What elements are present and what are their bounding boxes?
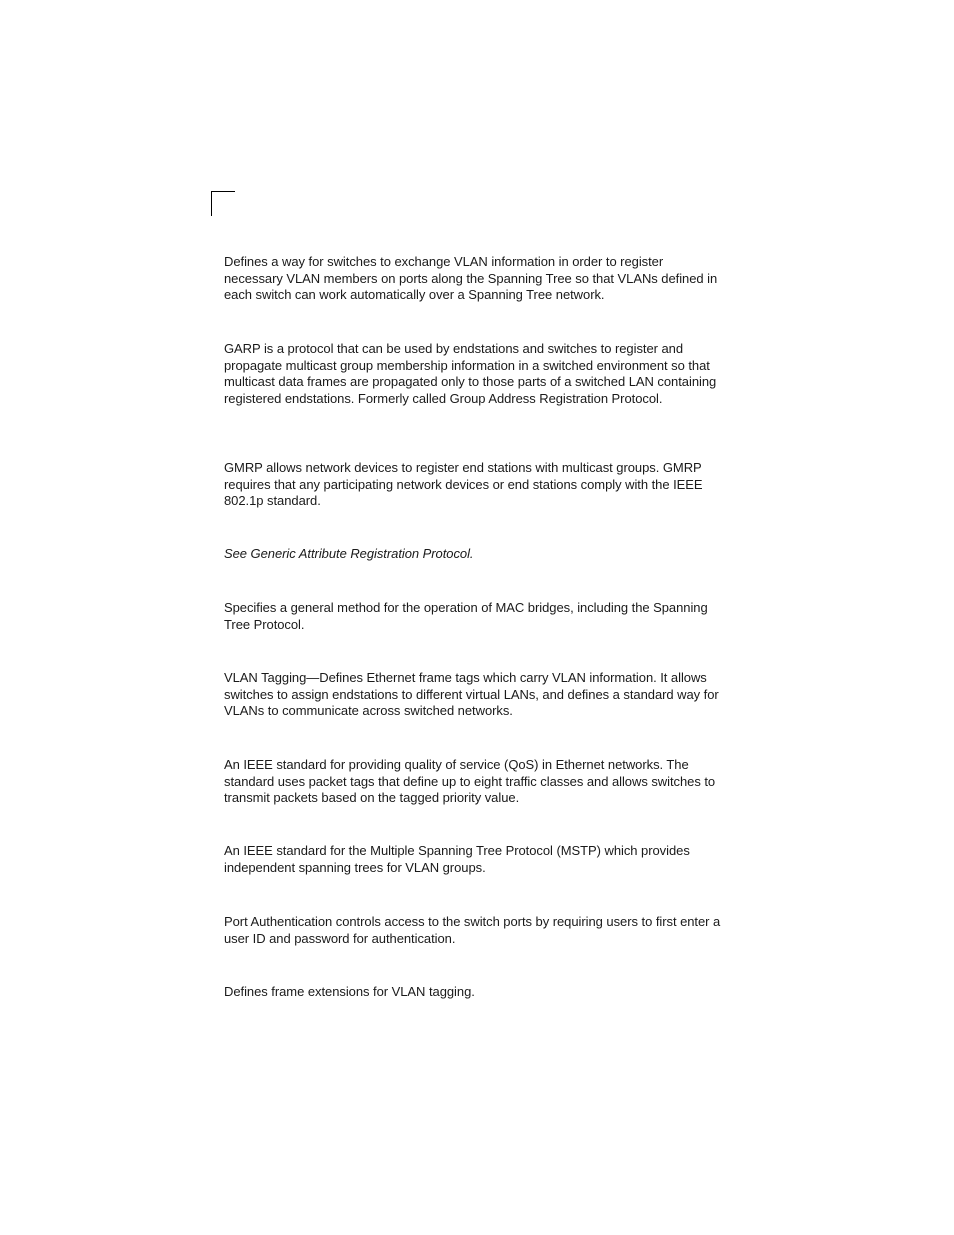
- definition-ieee-802-1q: VLAN Tagging—Defines Ethernet frame tags which carry VLAN information. It allows switches to assign endstations to different virtual LANs, and defines a standard way for VLANs to communicate across switched networks.: [224, 670, 719, 718]
- definition-ieee-802-1p: An IEEE standard for providing quality of service (QoS) in Ethernet networks. The standard uses packet tags that define up to eight traffic classes and allows switches to transmit packets based on the tagged priority value.: [224, 757, 716, 805]
- definition-gvrp-see-also: See Generic Attribute Registration Protocol.: [224, 546, 474, 561]
- definition-ieee-802-1s: An IEEE standard for the Multiple Spanning Tree Protocol (MSTP) which provides independent spanning trees for VLAN groups.: [224, 843, 690, 875]
- definition-garp: GARP is a protocol that can be used by endstations and switches to register and propagate multicast group membership information in a switched environment so that multicast data frames are propagated only to those parts of a switched LAN containing registered endstations. Formerly called Group Address Registration Protocol.: [224, 341, 717, 406]
- definition-gmrp: GMRP allows network devices to register end stations with multicast groups. GMRP requires that any participating network devices or end stations comply with the IEEE 802.1p standard.: [224, 460, 703, 508]
- definition-ieee-802-1d: Specifies a general method for the operation of MAC bridges, including the Spanning Tree Protocol.: [224, 600, 708, 632]
- definition-ieee-802-1x: Port Authentication controls access to the switch ports by requiring users to first enter a user ID and password for authentication.: [224, 914, 721, 946]
- definition-ieee-802-3ac: Defines frame extensions for VLAN tagging.: [224, 984, 475, 999]
- crop-mark: [211, 191, 235, 216]
- definition-gvrp: Defines a way for switches to exchange VLAN information in order to register necessary VLAN members on ports along the Spanning Tree so that VLANs defined in each switch can work automatically over a Spanning Tree network.: [224, 254, 718, 302]
